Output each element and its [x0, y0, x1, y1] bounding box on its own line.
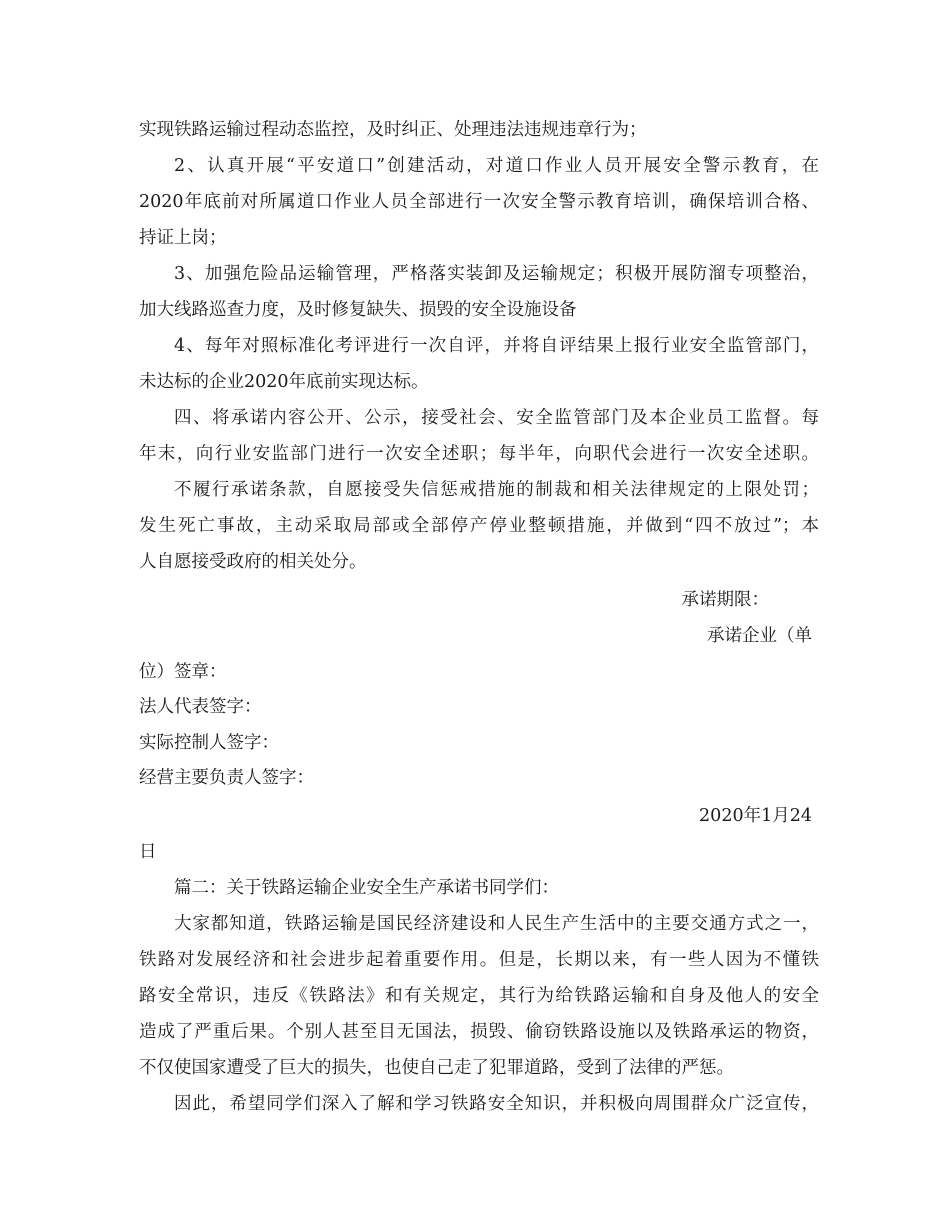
- text-line: 人自愿接受政府的相关处分。: [139, 552, 367, 572]
- legal-rep-signature-label: 法人代表签字：: [139, 697, 262, 717]
- text-line: 年末，向行业安监部门进行一次安全述职；每半年，向职代会进行一次安全述职。: [139, 444, 819, 464]
- text-line: 2、认真开展“平安道口”创建活动，对道口作业人员开展安全警示教育，在: [174, 156, 819, 176]
- seal-label-part1: 承诺企业（单: [707, 626, 812, 646]
- text-line: 4、每年对照标准化考评进行一次自评，并将自评结果上报行业安全监管部门，: [174, 336, 819, 356]
- text-line: 铁路对发展经济和社会进步起着重要作用。但是，长期以来，有一些人因为不懂铁: [139, 950, 819, 970]
- commitment-period-label: 承诺期限：: [681, 590, 769, 610]
- text-line: 持证上岗；: [139, 228, 227, 248]
- date-line-part2: 日: [139, 842, 157, 862]
- text-line: 路安全常识，违反《铁路法》和有关规定，其行为给铁路运输和自身及他人的安全: [139, 986, 819, 1006]
- text-line: 2020年底前对所属道口作业人员全部进行一次安全警示教育培训，确保培训合格、: [139, 192, 819, 212]
- text-line: 因此，希望同学们深入了解和学习铁路安全知识，并积极向周围群众广泛宣传，: [174, 1094, 819, 1114]
- text-line: 发生死亡事故，主动采取局部或全部停产停业整顿措施，并做到“四不放过”；本: [139, 516, 819, 536]
- section-heading: 篇二：关于铁路运输企业安全生产承诺书同学们：: [174, 878, 559, 898]
- text-line: 不仅使国家遭受了巨大的损失，也使自己走了犯罪道路，受到了法律的严惩。: [139, 1058, 734, 1078]
- text-line: 未达标的企业2020年底前实现达标。: [139, 372, 429, 392]
- text-line: 四、将承诺内容公开、公示，接受社会、安全监管部门及本企业员工监督。每: [174, 408, 819, 428]
- seal-label-part2: 位）签章：: [139, 662, 227, 682]
- date-line-part1: 2020年1月24: [699, 806, 812, 826]
- text-line: 不履行承诺条款，自愿接受失信惩戒措施的制裁和相关法律规定的上限处罚；: [174, 480, 819, 500]
- text-line: 造成了严重后果。个别人甚至目无国法，损毁、偷窃铁路设施以及铁路承运的物资，: [139, 1022, 819, 1042]
- text-line: 3、加强危险品运输管理，严格落实装卸及运输规定；积极开展防溜专项整治，: [174, 264, 819, 284]
- controller-signature-label: 实际控制人签字：: [139, 733, 279, 753]
- text-line: 加大线路巡查力度，及时修复缺失、损毁的安全设施设备: [139, 300, 577, 320]
- text-line: 实现铁路运输过程动态监控，及时纠正、处理违法违规违章行为；: [139, 120, 647, 140]
- text-line: 大家都知道，铁路运输是国民经济建设和人民生产生活中的主要交通方式之一，: [174, 914, 819, 934]
- manager-signature-label: 经营主要负责人签字：: [139, 768, 314, 788]
